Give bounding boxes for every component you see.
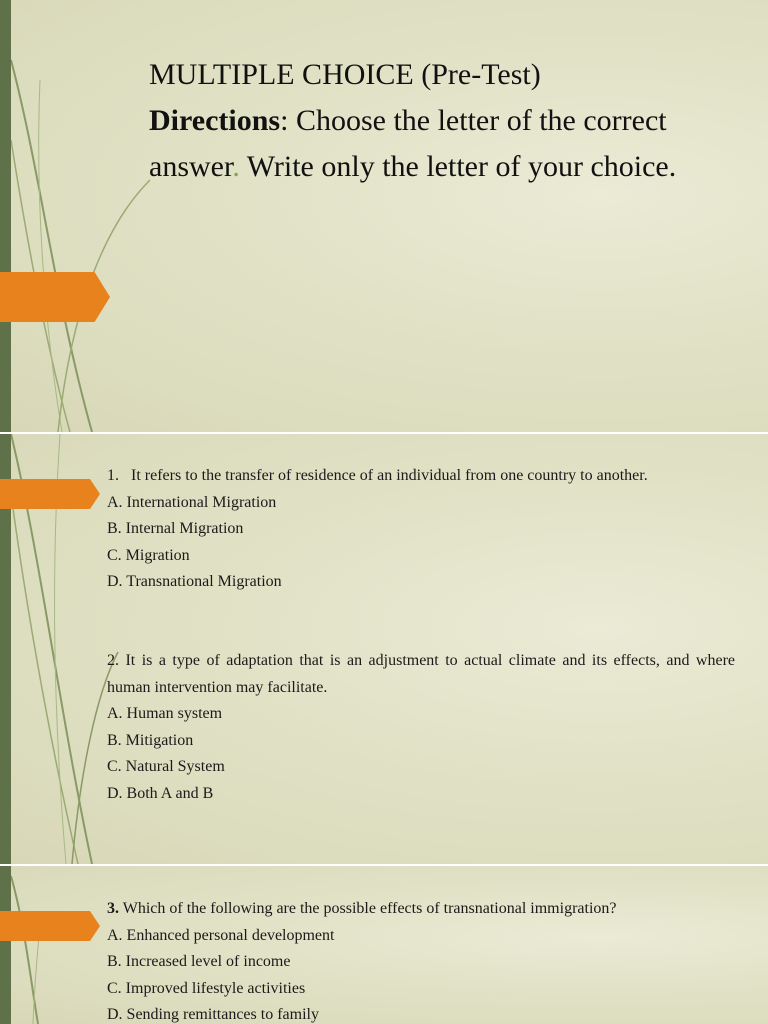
- question-1-stem: It refers to the transfer of residence of an individual from one country to another.: [119, 467, 648, 484]
- question-2-number: 2.: [107, 652, 119, 669]
- directions: [149, 98, 739, 190]
- question-1-option-d: D. Transnational Migration: [107, 573, 282, 590]
- question-3-text: [107, 896, 735, 923]
- question-2-option-b: B. Mitigation: [107, 731, 194, 749]
- directions-text-2: Write only the letter of your choice.: [239, 150, 677, 183]
- directions-dot: .: [232, 150, 240, 183]
- question-2-text: [107, 648, 735, 701]
- question-2-option-d: D. Both A and B: [107, 784, 214, 802]
- question-2-option-c: C. Natural System: [107, 758, 225, 775]
- question-1-number: 1.: [107, 467, 119, 484]
- orange-tab-marker: [0, 479, 100, 509]
- orange-tab-marker: [0, 911, 100, 941]
- left-accent-bar: [0, 0, 11, 432]
- question-3-option-b: B. Increased level of income: [107, 953, 291, 970]
- title-block: [149, 52, 739, 190]
- question-1: [107, 463, 735, 596]
- question-2-option-a: A. Human system: [107, 705, 223, 722]
- slide-title: [0, 0, 768, 432]
- question-1-option-b: B. Internal Migration: [107, 520, 244, 537]
- slide-questions-1-2: [0, 434, 768, 864]
- question-3-number: 3.: [107, 900, 119, 917]
- directions-colon: :: [280, 104, 289, 137]
- question-1-text: [107, 463, 735, 490]
- question-1-option-c: C. Migration: [107, 546, 190, 564]
- question-3-option-c: C. Improved lifestyle activities: [107, 979, 306, 997]
- question-3-option-d: D. Sending remittances to family: [107, 1006, 319, 1023]
- question-1-option-a: A. International Migration: [107, 493, 277, 511]
- question-3: [107, 896, 735, 1024]
- page-title: MULTIPLE CHOICE (Pre-Test): [149, 58, 541, 91]
- question-2: [107, 648, 735, 807]
- slide-question-3: [0, 866, 768, 1024]
- directions-label: Directions: [149, 104, 281, 137]
- question-2-stem: It is a type of adaptation that is an adjustment to actual climate and its effects, and where human intervention may facilitate.: [107, 652, 735, 696]
- orange-tab-marker: [0, 272, 110, 322]
- left-accent-bar: [0, 866, 11, 1024]
- directions-text-1: Choose the letter of the correct answer: [149, 104, 667, 183]
- question-3-option-a: A. Enhanced personal development: [107, 926, 335, 944]
- question-3-stem: Which of the following are the possible effects of transnational immigration?: [119, 900, 617, 917]
